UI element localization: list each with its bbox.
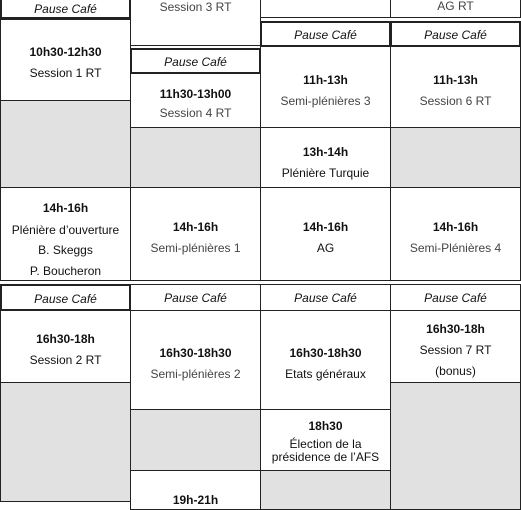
bonus-note: (bonus) [435, 364, 476, 379]
pleniere-turquie-cell [260, 127, 391, 188]
semi-plenieres-1-cell [130, 187, 261, 281]
empty-cell [260, 470, 391, 510]
time-label: 10h30-12h30 [29, 45, 102, 59]
pause-cafe-label: Pause Café [294, 291, 357, 305]
evening-cell [130, 470, 261, 510]
pause-cafe-cell [0, 284, 131, 311]
semi-plenieres-3-cell [260, 46, 391, 128]
empty-cell [390, 382, 521, 510]
session-label: Semi-plénières 2 [150, 367, 241, 382]
pause-cafe-cell [260, 21, 391, 47]
empty-cell [0, 382, 131, 502]
session-label: Session 7 RT [419, 343, 492, 358]
speaker-name: B. Skeggs [38, 243, 93, 258]
session-2-rt-cell [0, 310, 131, 383]
pause-cafe-label: Pause Café [34, 2, 97, 16]
session-label: Session 3 RT [159, 0, 232, 14]
empty-cell [390, 127, 521, 188]
time-label: 11h-13h [433, 73, 478, 87]
session-label: Etats généraux [285, 367, 366, 382]
session-1-rt-cell [0, 19, 131, 101]
ag-rt-cell [390, 0, 521, 18]
top-empty-cell [260, 0, 391, 18]
pause-cafe-cell [390, 284, 521, 311]
pause-cafe-label: Pause Café [424, 291, 487, 305]
session-label: Session 2 RT [29, 353, 102, 368]
pleniere-ouverture-cell [0, 187, 131, 281]
time-label: 11h30-13h00 [159, 87, 232, 101]
pleniere-title: Plénière d’ouverture [11, 223, 120, 238]
time-label: 14h-16h [172, 220, 219, 234]
pause-cafe-cell [0, 0, 131, 19]
pause-cafe-label: Pause Café [424, 28, 487, 42]
empty-cell [130, 127, 261, 188]
session-label: Élection de la présidence de l’AFS [271, 437, 380, 464]
time-label: 11h-13h [303, 73, 348, 87]
session-label: Session 4 RT [159, 106, 232, 121]
pause-cafe-label: Pause Café [294, 28, 357, 42]
time-label: 16h30-18h [426, 322, 485, 336]
session-label: Plénière Turquie [281, 166, 370, 181]
pause-cafe-cell [130, 284, 261, 311]
time-label: 14h-16h [432, 220, 479, 234]
session-label: Semi-plénières 3 [280, 94, 371, 109]
empty-cell [130, 409, 261, 471]
session-label: Semi-plénières 1 [150, 241, 241, 256]
pause-cafe-cell [130, 48, 261, 74]
time-label: 16h30-18h [36, 332, 95, 346]
session-3-rt-cell [130, 0, 261, 46]
pause-cafe-label: Pause Café [164, 55, 227, 69]
time-label: 19h-21h [172, 493, 219, 507]
time-label: 18h30 [308, 419, 343, 433]
pause-cafe-label: Pause Café [34, 292, 97, 306]
semi-plenieres-2-cell [130, 310, 261, 410]
pause-cafe-cell [390, 21, 521, 47]
empty-cell [0, 100, 131, 188]
ag-cell [260, 187, 391, 281]
time-label: 14h-16h [42, 201, 89, 215]
speaker-name: P. Boucheron [29, 263, 102, 278]
time-label: 16h30-18h30 [159, 346, 232, 360]
session-label: Session 1 RT [29, 66, 102, 81]
etats-generaux-cell [260, 310, 391, 410]
time-label: 16h30-18h30 [289, 346, 362, 360]
election-cell [260, 409, 391, 471]
session-6-rt-cell [390, 46, 521, 128]
pause-cafe-label: Pause Café [164, 291, 227, 305]
session-4-rt-cell [130, 73, 261, 128]
pause-cafe-cell [260, 284, 391, 311]
session-label: AG RT [437, 0, 474, 13]
session-label: Semi-Plénières 4 [409, 241, 502, 256]
time-label: 13h-14h [302, 145, 349, 159]
session-label: Session 6 RT [419, 94, 492, 109]
session-7-rt-cell [390, 310, 521, 383]
semi-plenieres-4-cell [390, 187, 521, 281]
time-label: 14h-16h [302, 220, 349, 234]
session-label: AG [316, 241, 335, 256]
